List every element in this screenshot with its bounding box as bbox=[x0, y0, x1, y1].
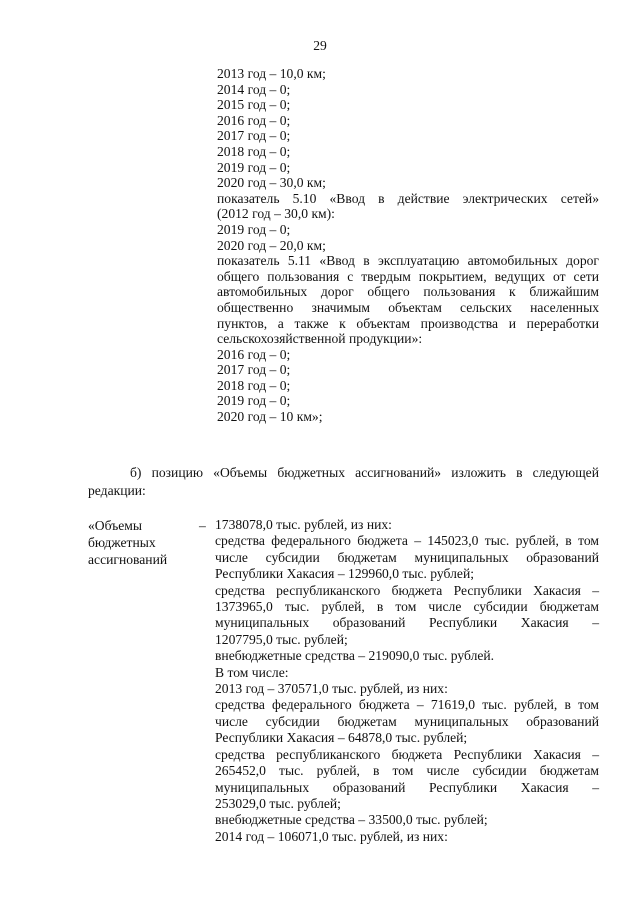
indicator-511-text: общего пользования с твердым покрытием, ведущих от сети bbox=[217, 268, 599, 284]
budget-detail-line: средства республиканского бюджета Республики Хакасия – bbox=[215, 582, 599, 598]
list-item: 2015 год – 0; bbox=[217, 97, 291, 113]
indicator-511-text: автомобильных дорог общего пользования к ближайшим bbox=[217, 284, 599, 300]
indicator-510-title: показатель 5.10 «Ввод в действие электрических сетей» bbox=[217, 190, 599, 206]
list-item: 2019 год – 0; bbox=[217, 393, 291, 409]
paragraph-b-line: б) позицию «Объемы бюджетных ассигнований» изложить в следующей bbox=[130, 465, 599, 480]
budget-detail-line: средства республиканского бюджета Республики Хакасия – bbox=[215, 746, 599, 762]
budget-detail-line: Республики Хакасия – 64878,0 тыс. рублей; bbox=[215, 730, 468, 746]
budget-detail-line: числе субсидии бюджетам муниципальных образований bbox=[215, 713, 599, 729]
list-item: 2017 год – 0; bbox=[217, 362, 291, 378]
paragraph-b-line: редакции: bbox=[88, 482, 146, 498]
indicator-511-text: сельскохозяйственной продукции»: bbox=[217, 331, 423, 347]
indicator-510-subtitle: (2012 год – 30,0 км): bbox=[217, 206, 335, 222]
indicator-511-text: показатель 5.11 «Ввод в эксплуатацию автомобильных дорог bbox=[217, 253, 599, 269]
budget-detail-line: внебюджетные средства – 219090,0 тыс. рублей. bbox=[215, 648, 495, 664]
budget-detail-line: 265452,0 тыс. рублей, в том числе субсидии бюджетам bbox=[215, 763, 599, 779]
budget-detail-line: муниципальных образований Республики Хакасия – bbox=[215, 615, 599, 631]
list-item: 2016 год – 0; bbox=[217, 112, 291, 128]
budget-label bbox=[88, 517, 198, 569]
budget-detail-line: Республики Хакасия – 129960,0 тыс. рублей; bbox=[215, 566, 474, 582]
paragraph-b bbox=[88, 464, 599, 499]
indicator-511-text: общественно значимым объектам сельских населенных bbox=[217, 299, 599, 315]
indicator-list-top bbox=[217, 66, 599, 425]
budget-detail-line: 2013 год – 370571,0 тыс. рублей, из них: bbox=[215, 681, 448, 697]
budget-detail-line: числе субсидии бюджетам муниципальных образований bbox=[215, 549, 599, 565]
budget-detail-line: 1373965,0 тыс. рублей, в том числе субсидии бюджетам bbox=[215, 599, 599, 615]
list-item: 2013 год – 10,0 км; bbox=[217, 66, 326, 81]
page-number: 29 bbox=[313, 38, 327, 53]
list-item: 2018 год – 0; bbox=[217, 143, 291, 159]
budget-detail-line: средства федерального бюджета – 71619,0 тыс. рублей, в том bbox=[215, 697, 599, 713]
list-item: 2016 год – 0; bbox=[217, 346, 291, 362]
budget-detail-line: средства федерального бюджета – 145023,0 тыс. рублей, в том bbox=[215, 533, 599, 549]
budget-label-line: ассигнований bbox=[88, 552, 168, 568]
row-dash: – bbox=[199, 518, 206, 533]
list-item: 2014 год – 0; bbox=[217, 81, 291, 97]
budget-label-line: «Объемы bbox=[88, 518, 142, 533]
budget-detail-line: 2014 год – 106071,0 тыс. рублей, из них: bbox=[215, 828, 448, 844]
indicator-511-text: пунктов, а также к объектам производства и переработки bbox=[217, 315, 599, 331]
budget-detail-line: внебюджетные средства – 33500,0 тыс. рублей; bbox=[215, 812, 488, 828]
list-item: 2019 год – 0; bbox=[217, 159, 291, 175]
budget-detail-line: 1207795,0 тыс. рублей; bbox=[215, 631, 348, 647]
list-item: 2019 год – 0; bbox=[217, 221, 291, 237]
budget-label-line: бюджетных bbox=[88, 535, 156, 551]
budget-detail-line: муниципальных образований Республики Хакасия – bbox=[215, 779, 599, 795]
list-item: 2020 год – 30,0 км; bbox=[217, 175, 326, 191]
list-item: 2020 год – 20,0 км; bbox=[217, 237, 326, 253]
budget-detail-line: В том числе: bbox=[215, 664, 289, 680]
list-item: 2017 год – 0; bbox=[217, 128, 291, 144]
budget-detail-line: 1738078,0 тыс. рублей, из них: bbox=[215, 517, 392, 532]
list-item: 2018 год – 0; bbox=[217, 377, 291, 393]
budget-detail-line: 253029,0 тыс. рублей; bbox=[215, 795, 341, 811]
list-item: 2020 год – 10 км»; bbox=[217, 409, 323, 425]
budget-details bbox=[215, 517, 599, 845]
